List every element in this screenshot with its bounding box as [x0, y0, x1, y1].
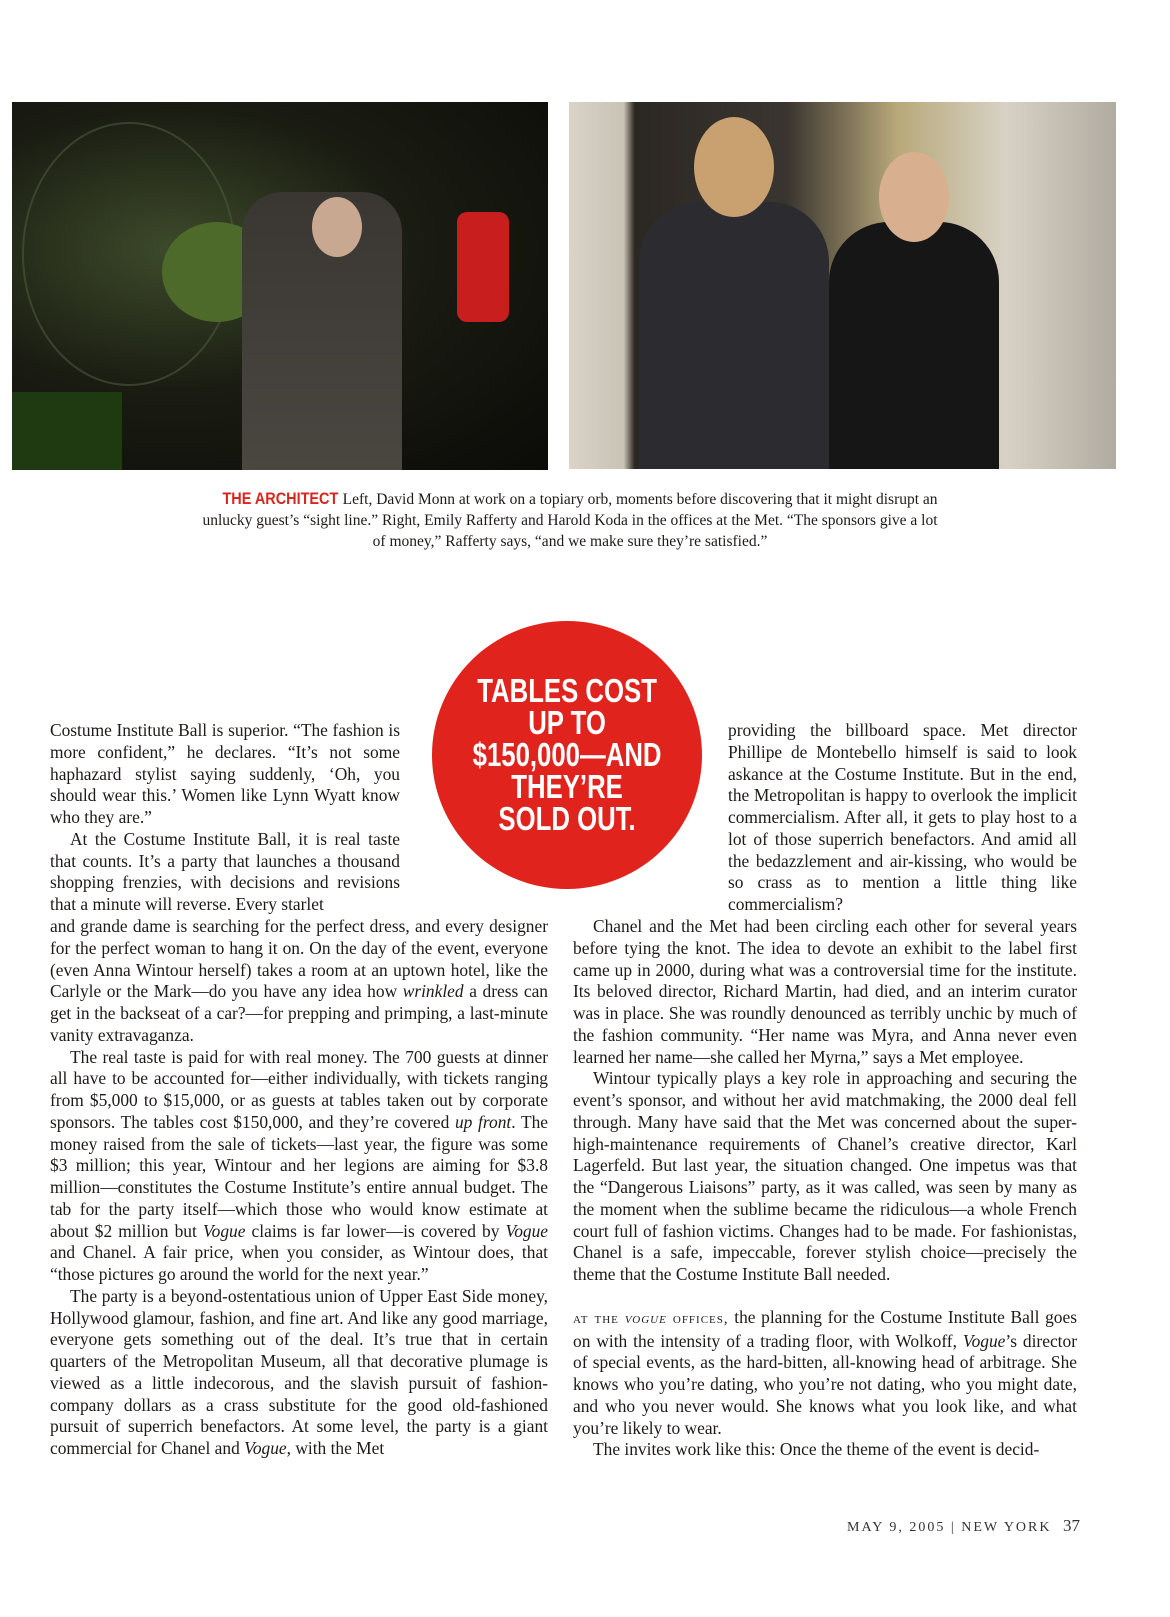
lead-in-text: at the: [573, 1310, 625, 1327]
body-column-left-bottom: [50, 916, 548, 1460]
paragraph-text: The invites work like this: Once the theme of the event is decid-: [593, 1439, 1040, 1460]
photo-rafferty-koda: [569, 102, 1116, 469]
body-paragraph: [50, 1286, 548, 1460]
pull-quote-line: SOLD OUT.: [498, 800, 636, 837]
pull-quote-line: TABLES COST: [477, 672, 657, 709]
caption-kicker: THE ARCHITECT: [222, 489, 339, 508]
pull-quote-text: [472, 672, 662, 837]
paragraph-text: and grande dame is searching for the perfect dress, and every designer for the perfect woman to hang it on. On the day of the event, everyone (even Anna Wintour herself) takes a room at an uptown hotel, like the Carlyle or the Mark—do you have any idea how: [50, 916, 548, 1002]
paragraph-text: Costume Institute Ball is superior. “The fashion is more confident,” he declares. “It’s not some haphazard stylist saying suddenly, ‘Oh, you should wear this.’ Women like Lynn Wyatt know who they are.”: [50, 720, 400, 827]
paragraph-text: The real taste is paid for with real money. The 700 guests at dinner all have to be accounted for—either individually, with tickets ranging from $5,000 to $15,000, or as guests at tables taken out by corporate sponsors. The tables cost $150,000, and they’re covered: [50, 1046, 548, 1132]
paragraph-text: Chanel and the Met had been circling each other for several years before tying the knot. The idea to devote an exhibit to the label first came up in 2000, during what was a controversial time for the institute. Its beloved director, Richard Martin, had died, and an interim curator was in place. She was roundly denounced as terribly unchic by much of the fashion community. “Her name was Myra, and Anna never even learned her name—she called her Myrna,” says a Met employee.: [573, 916, 1077, 1067]
paragraph-text: and Chanel. A fair price, when you consider, as Wintour does, that “those pictures go around the world for the next year.”: [50, 1242, 548, 1284]
caption-text: Left, David Monn at work on a topiary orb, moments before discovering that it might disrupt an unlucky guest’s “sight line.” Right, Emily Rafferty and Harold Koda in the offices at the Met. “The sponsors give a lot of money,” Rafferty says, “and we make sure they’re satisfied.”: [202, 491, 938, 550]
page-number: 37: [1063, 1516, 1080, 1535]
body-paragraph: [573, 1439, 1077, 1461]
paragraph-text: claims is far lower—is covered by: [245, 1220, 506, 1241]
section-lead-in: [573, 1311, 729, 1327]
body-paragraph: [573, 1068, 1077, 1286]
photo-david-monn-topiary: [12, 102, 548, 470]
body-column-right-bottom: [573, 916, 1077, 1461]
italic-text: Vogue: [244, 1438, 287, 1458]
body-paragraph: [728, 720, 1077, 916]
italic-text: wrinkled: [402, 981, 464, 1002]
page-folio: [800, 1516, 1080, 1536]
body-paragraphs: [573, 916, 1077, 1286]
paragraph-text: . The money raised from the sale of tickets—last year, the figure was some $3 million; this year, Wintour and her legions are aiming for $3.8 million—constitutes the Costume Institute’s entire annual budget. The tab for the party itself—which those who would know estimate at about $2 million but: [50, 1111, 548, 1241]
magazine-name: NEW YORK: [961, 1520, 1052, 1535]
italic-text: Vogue: [202, 1220, 246, 1241]
italic-text: Vogue: [505, 1220, 548, 1241]
pull-quote-line: UP TO: [528, 704, 606, 741]
body-paragraph: [50, 1047, 548, 1286]
body-column-left-top: [50, 720, 400, 916]
paragraph-text: a dress can get in the backseat of a car?—for prepping and primping, a last-minute vanity extravaganza.: [50, 981, 548, 1045]
pull-quote-line: THEY’RE: [511, 768, 623, 805]
paragraph-text: providing the billboard space. Met director Phillipe de Montebello himself is said to look askance at the Costume Institute. But in the end, the Metropolitan is happy to overlook the implicit commercialism. After all, it gets to play host to a lot of those superrich benefactors. And amid all the bedazzlement and air-kissing, who would be so crass as to mention a little thing like commercialism?: [728, 720, 1077, 914]
italic-text: Vogue: [962, 1330, 1006, 1351]
body-paragraph: [50, 916, 548, 1047]
body-paragraph: [50, 720, 400, 829]
issue-date: MAY 9, 2005: [847, 1520, 946, 1535]
paragraph-text: , with the Met: [286, 1438, 385, 1458]
pull-quote-line: $150,000—AND: [472, 736, 662, 773]
folio-separator: |: [950, 1520, 956, 1535]
italic-text: up front: [454, 1111, 512, 1132]
lead-in-text: offices,: [666, 1310, 729, 1327]
lead-in-vogue: vogue: [624, 1310, 667, 1327]
paragraph-text: ’s director of special events, as the hard-bitten, all-knowing head of arbitrage. She knows who you’re dating, who you’re not dating, who you might date, and who you never would. She knows what you look like, and what you’re likely to wear.: [573, 1330, 1077, 1438]
paragraph-text: Wintour typically plays a key role in approaching and securing the event’s sponsor, and without her avid matchmaking, the 2000 deal fell through. Many have said that the Met was concerned about the super-high-maintenance requirements of Chanel’s creative director, Karl Lagerfeld. But last year, the situation changed. One impetus was that the “Dangerous Liaisons” party, as it was called, was seen by many as the moment when the sublime became the ridiculous—a whole French court full of fashion victims. Changes had to be made. For fashionistas, Chanel is a safe, impeccable, forever stylish choice—precisely the theme that the Costume Institute Ball needed.: [573, 1068, 1077, 1284]
paragraph-text: At the Costume Institute Ball, it is real taste that counts. It’s a party that launches a thousand shopping frenzies, with decisions and revisions that a minute will reverse. Every starlet: [50, 828, 400, 914]
body-paragraph: [573, 916, 1077, 1068]
body-paragraph: [50, 829, 400, 916]
body-column-right-top: [728, 720, 1077, 916]
paragraph-text: the planning for the Costume Institute Ball goes on with the intensity of a trading floor, with Wolkoff,: [573, 1306, 1077, 1351]
photo-caption: [200, 488, 940, 552]
section-lead-paragraph: [573, 1307, 1077, 1440]
paragraph-text: The party is a beyond-ostentatious union of Upper East Side money, Hollywood glamour, fashion, and fine art. And like any good marriage, everyone gets something out of the deal. It’s true that in certain quarters of the Metropolitan Museum, all that decorative plumage is viewed as a little indecorous, and the slavish pursuit of fashion-company dollars as a crass substitute for the good old-fashioned pursuit of superrich benefactors. At some level, the party is a giant commercial for Chanel and: [50, 1285, 548, 1458]
pull-quote-circle: [432, 621, 702, 889]
